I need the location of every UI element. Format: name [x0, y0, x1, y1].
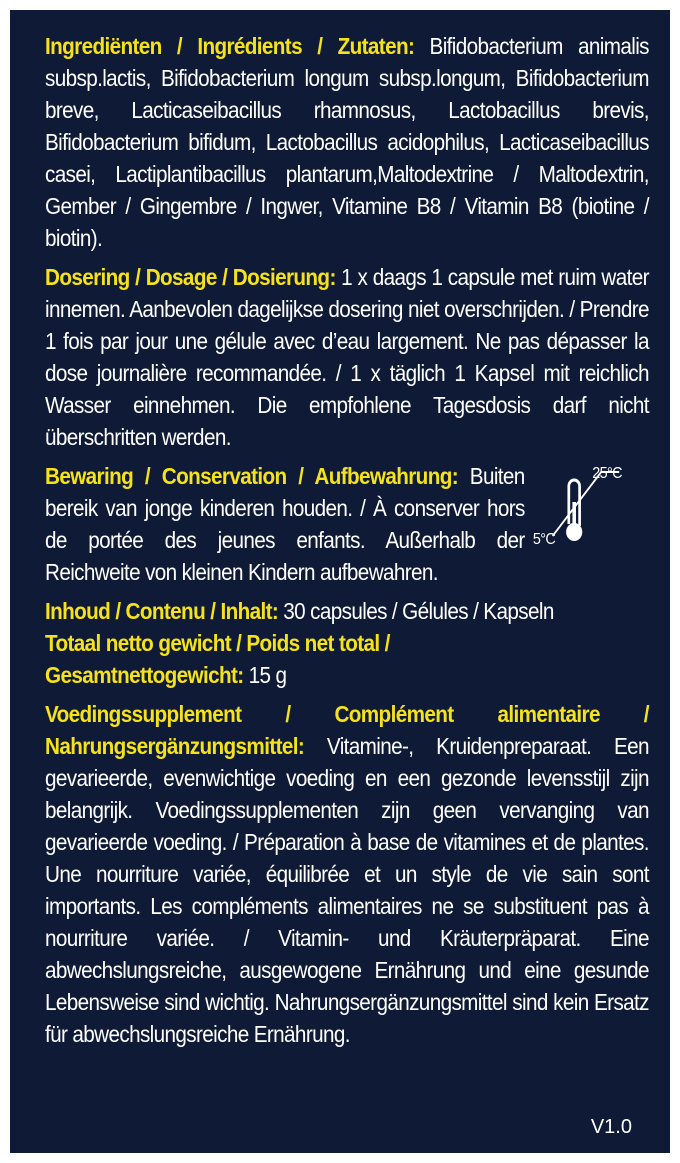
net-weight-value: 15 g — [248, 662, 287, 688]
ingredients-section — [45, 30, 649, 254]
dosage-section — [45, 261, 649, 453]
storage-text-block — [45, 460, 525, 588]
thermometer-icon — [532, 462, 648, 552]
dosage-text: 1 x daags 1 capsule met ruim water innemen. Aanbevolen dagelijkse dosering niet overschrijden. / Prendre 1 fois par jour une gélule avec d’eau largement. Ne pas dépasser la dose journalière recommandée. / 1 x täglich 1 Kapsel mit reichlich Wasser einnehmen. Die empfohlene Tagesdosis darf nicht überschritten werden. — [45, 264, 649, 450]
temp-min-label: 5°C — [532, 530, 556, 549]
contents-heading: Inhoud / Contenu / Inhalt: — [45, 598, 279, 624]
contents-text: 30 capsules / Gélules / Kapseln — [283, 598, 554, 624]
storage-text: Buiten bereik van jonge kinderen houden. / À conserver hors de portée des jeunes enfants. Außerhalb der Reichweite von kleinen Kindern aufbewahren. — [45, 463, 525, 585]
storage-section — [45, 460, 649, 588]
dosage-heading: Dosering / Dosage / Dosierung: — [45, 264, 336, 290]
supplement-text: Vitamine-, Kruidenpreparaat. Een gevarieerde, evenwichtige voeding en een gezonde levensstijl zijn belangrijk. Voedingssupplementen zijn geen vervanging van gevarieerde voeding. / Préparation à base de vitamines et de plantes. Une nourriture variée, équilibrée et un style de vie sain sont importants. Les compléments alimentaires ne se substituent pas à nourriture variée. / Vitamin- und Kräuterpräparat. Eine abwechslungsreiche, ausgewogene Ernährung und eine gesunde Lebensweise sind wichtig. Nahrungsergänzungsmittel sind kein Ersatz für abwechslungsreiche Ernährung. — [45, 733, 649, 1047]
version-label: V1.0 — [590, 1116, 632, 1138]
storage-heading: Bewaring / Conservation / Aufbewahrung: — [45, 463, 459, 489]
net-weight-line — [45, 659, 649, 691]
net-weight-heading-line1: Totaal netto gewicht / Poids net total / — [45, 630, 390, 656]
ingredients-heading: Ingrediënten / Ingrédients / Zutaten: — [45, 33, 415, 59]
supplement-section — [45, 698, 649, 1050]
contents-section — [45, 595, 649, 691]
ingredients-text: Bifidobacterium animalis subsp.lactis, Bifidobacterium longum subsp.longum, Bifidobacterium breve, Lacticaseibacillus rhamnosus, Lactobacillus brevis, Bifidobacterium bifidum, Lactobacillus acidophilus, Lacticaseibacillus casei, Lactiplantibacillus plantarum,Maltodextrine / Maltodextrin, Gember / Gingembre / Ingwer, Vitamine B8 / Vitamin B8 (biotine / biotin). — [45, 33, 649, 251]
product-label-panel — [10, 10, 670, 1153]
temp-max-label: 25°C — [592, 464, 622, 483]
net-weight-heading-line2: Gesamtnettogewicht: — [45, 662, 244, 688]
supplement-heading: Voedingssupplement / Complément alimentaire / Nahrungsergänzungsmittel: — [45, 701, 649, 759]
contents-line — [45, 595, 649, 627]
